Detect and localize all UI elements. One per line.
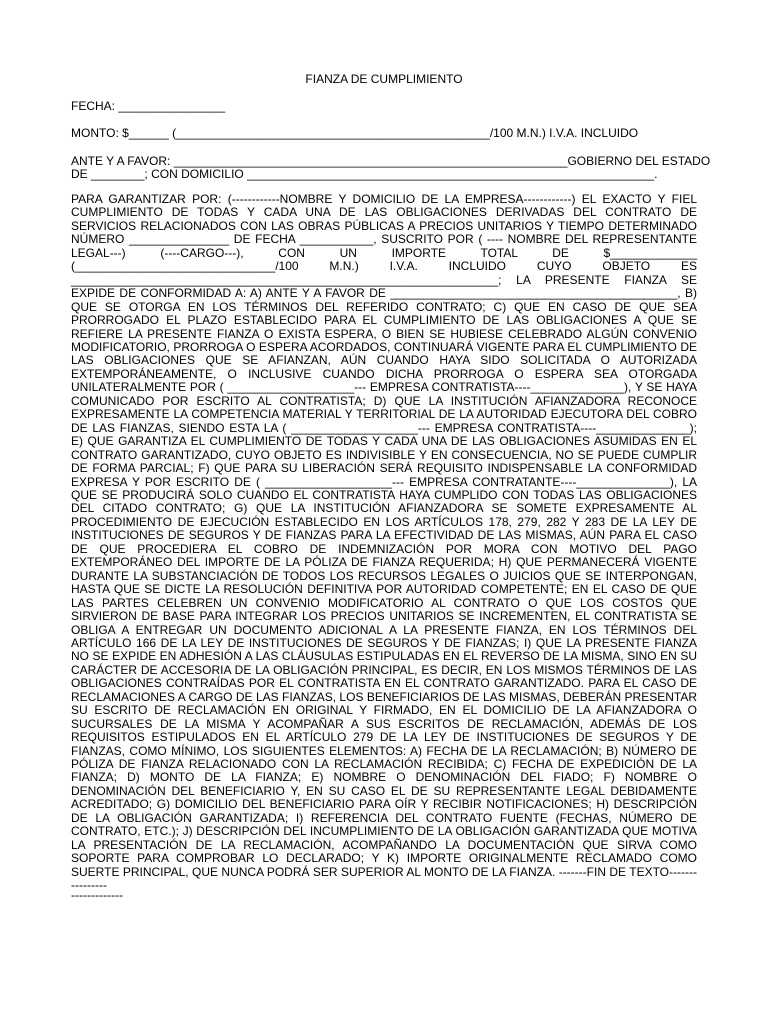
- domicilio-line: DE ________; CON DOMICILIO _____________________________________________________________.: [71, 167, 658, 181]
- ante-favor-line: ANTE Y A FAVOR: ___________________________________________________________GOBIERNO DEL ESTADO: [71, 154, 711, 168]
- monto-line: MONTO: $______ (_______________________________________________/100 M.N.) I.V.A. INCLUIDO: [71, 126, 639, 140]
- fecha-line: FECHA: ________________: [71, 99, 226, 113]
- document-title: FIANZA DE CUMPLIMIENTO: [305, 72, 463, 86]
- separator-line: -------------: [71, 888, 123, 902]
- body-paragraph: PARA GARANTIZAR POR: (------------NOMBRE Y DOMICILIO DE LA EMPRESA------------) EL EXACTO Y FIEL CUMPLIMIENTO DE TODAS Y CADA UNA DE LAS OBLIGACIONES DERIVADAS DEL CONTRATO DE SERVICIOS RELACIONADOS CON LAS OBRAS PÚBLICAS A PRECIOS UNITARIOS Y TIEMPO DETERMINADO NÚMERO _______________ DE FECHA ___________, SUSCRITO POR ( ---- NOMBRE DEL REPRESENTANTE LEGAL---) (----CARGO---), CON UN IMPORTE TOTAL DE $_____________ (______________________________/100 M.N.) I.V.A. INCLUIDO CUYO OBJETO ES ________________________________________________________________; LA PRESENTE FIANZA SE EXPIDE DE CONFORMIDAD A: A) ANTE Y A FAVOR DE ___________________________________________, B) QUE SE OTORGA EN LOS TÉRMINOS DEL REFERIDO CONTRATO; C) QUE EN CASO DE QUE SEA PRORROGADO EL PLAZO ESTABLECIDO PARA EL CUMPLIMIENTO DE LAS OBLIGACIONES A QUE SE REFIERE LA PRESENTE FIANZA O EXISTA ESPERA, O BIEN SE HUBIESE CELEBRADO ALGÚN CONVENIO MODIFICATORIO, PRORROGA O ESPERA ACORDADOS, CONTINUARÁ VIGENTE PARA EL CUMPLIMIENTO DE LAS OBLIGACIONES QUE SE AFIANZAN, AÚN CUANDO HAYA SIDO SOLICITADA O AUTORIZADA EXTEMPORÁNEAMENTE, O INCLUSIVE CUANDO DICHA PRORROGA O ESPERA SEA OTORGADA UNILATERALMENTE POR ( ___________________--- EMPRESA CONTRATISTA----______________), Y SE HAYA COMUNICADO POR ESCRITO AL CONTRATISTA; D) QUE LA INSTITUCIÓN AFIANZADORA RECONOCE EXPRESAMENTE LA COMPETENCIA MATERIAL Y TERRITORIAL DE LA AUTORIDAD EJECUTORA DEL COBRO DE LAS FIANZAS, SIENDO ESTA LA ( ___________________--- EMPRESA CONTRATISTA----______________); E) QUE GARANTIZA EL CUMPLIMIENTO DE TODAS Y CADA UNA DE LAS OBLIGACIONES ASUMIDAS EN EL CONTRATO GARANTIZADO, CUYO OBJETO ES INDIVISIBLE Y EN CONSECUENCIA, NO SE PUEDE CUMPLIR DE FORMA PARCIAL; F) QUE PARA SU LIBERACIÓN SERÁ REQUISITO INDISPENSABLE LA CONFORMIDAD EXPRESA Y POR ESCRITO DE ( ___________________--- EMPRESA CONTRATANTE----______________), LA QUE SE PRODUCIRÁ SOLO CUANDO EL CONTRATISTA HAYA CUMPLIDO CON TODAS LAS OBLIGACIONES DEL CITADO CONTRATO; G) QUE LA INSTITUCIÓN AFIANZADORA SE SOMETE EXPRESAMENTE AL PROCEDIMIENTO DE EJECUCIÓN ESTABLECIDO EN LOS ARTÍCULOS 178, 279, 282 Y 283 DE LA LEY DE INSTITUCIONES DE SEGUROS Y DE FIANZAS PARA LA EFECTIVIDAD DE LAS MISMAS, AÚN PARA EL CASO DE QUE PROCEDIERA EL COBRO DE INDEMNIZACIÓN POR MORA CON MOTIVO DEL PAGO EXTEMPORÁNEO DEL IMPORTE DE LA PÓLIZA DE FIANZA REQUERIDA; H) QUE PERMANECERÁ VIGENTE DURANTE LA SUBSTANCIACIÓN DE TODOS LOS RECURSOS LEGALES O JUICIOS QUE SE INTERPONGAN, HASTA QUE SE DICTE LA RESOLUCIÓN DEFINITIVA POR AUTORIDAD COMPETENTE; EN EL CASO DE QUE LAS PARTES CELEBREN UN CONVENIO MODIFICATORIO AL CONTRATO O QUE LOS COSTOS QUE SIRVIERON DE BASE PARA INTEGRAR LOS PRECIOS UNITARIOS SE INCREMENTEN, EL CONTRATISTA SE OBLIGA A ENTREGAR UN DOCUMENTO ADICIONAL A LA PRESENTE FIANZA, EN LOS TÉRMINOS DEL ARTÍCULO 166 DE LA LEY DE INSTITUCIONES DE SEGUROS Y DE FIANZAS; I) QUE LA PRESENTE FIANZA NO SE EXPIDE EN ADHESIÓN A LAS CLÁUSULAS ESTIPULADAS EN EL REVERSO DE LA MISMA, SINO EN SU CARÁCTER DE ACCESORIA DE LA OBLIGACIÓN PRINCIPAL, ES DECIR, EN LOS MISMOS TÉRMINOS DE LAS OBLIGACIONES CONTRAÍDAS POR EL CONTRATISTA EN EL CONTRATO GARANTIZADO. PARA EL CASO DE RECLAMACIONES A CARGO DE LAS FIANZAS, LOS BENEFICIARIOS DE LAS MISMAS, DEBERÁN PRESENTAR SU ESCRITO DE RECLAMACIÓN EN ORIGINAL Y FIRMADO, EN EL DOMICILIO DE LA AFIANZADORA O SUCURSALES DE LA MISMA Y ACOMPAÑAR A SUS ESCRITOS DE RECLAMACIÓN, ADEMÁS DE LOS REQUISITOS ESTIPULADOS EN EL ARTÍCULO 279 DE LA LEY DE INSTITUCIONES DE SEGUROS Y DE FIANZAS, COMO MÍNIMO, LOS SIGUIENTES ELEMENTOS: A) FECHA DE LA RECLAMACIÓN; B) NÚMERO DE PÓLIZA DE FIANZA RELACIONADO CON LA RECLAMACIÓN RECIBIDA; C) FECHA DE EXPEDICIÓN DE LA FIANZA; D) MONTO DE LA FIANZA; E) NOMBRE O DENOMINACIÓN DEL FIADO; F) NOMBRE O DENOMINACIÓN DEL BENEFICIARIO Y, EN SU CASO EL DE SU REPRESENTANTE LEGAL DEBIDAMENTE ACREDITADO; G) DOMICILIO DEL BENEFICIARIO PARA OÍR Y RECIBIR NOTIFICACIONES; H) DESCRIPCIÓN DE LA OBLIGACIÓN GARANTIZADA; I) REFERENCIA DEL CONTRATO FUENTE (FECHAS, NÚMERO DE CONTRATO, ETC.); J) DESCRIPCIÓN DEL INCUMPLIMIENTO DE LA OBLIGACIÓN GARANTIZADA QUE MOTIVA LA PRESENTACIÓN DE LA RECLAMACIÓN, ACOMPAÑANDO LA DOCUMENTACIÓN QUE SIRVA COMO SOPORTE PARA COMPROBAR LO DECLARADO; Y K) IMPORTE ORIGINALMENTE RECLAMADO COMO SUERTE PRINCIPAL, QUE NUNCA PODRÁ SER SUPERIOR AL MONTO DE LA FIANZA. -------FIN DE TEXTO----------------: [71, 192, 701, 893]
